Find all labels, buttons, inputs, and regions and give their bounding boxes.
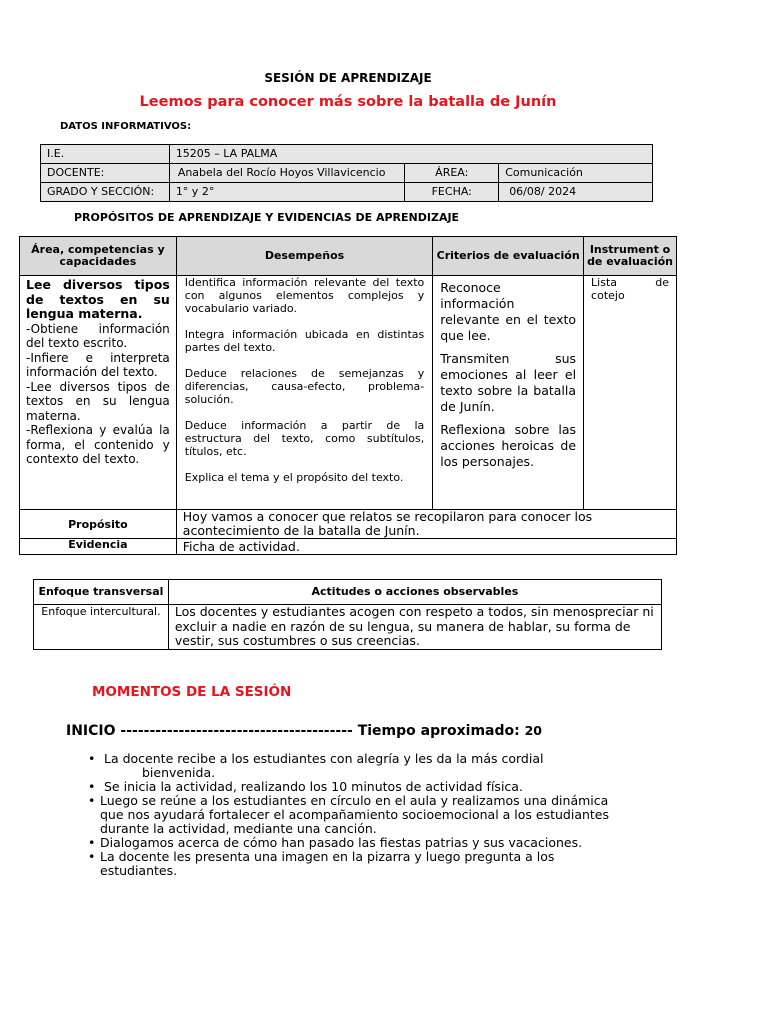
desempeno-item: Deduce información a partir de la estructura del texto, como subtítulos, títulos, etc. — [184, 419, 425, 458]
col-header-enfoque: Enfoque transversal — [34, 580, 169, 605]
grado-label: GRADO Y SECCIÓN: — [41, 183, 170, 202]
inicio-list — [88, 752, 628, 878]
table-row — [41, 183, 653, 202]
datos-informativos-label: DATOS INFORMATIVOS: — [60, 121, 192, 132]
capacidad-item: -Lee diversos tipos de textos en su lengua materna. — [26, 379, 170, 423]
capacidad-item: -Obtiene información del texto escrito. — [26, 321, 170, 350]
list-item — [88, 780, 628, 794]
col-header-actitudes: Actitudes o acciones observables — [168, 580, 661, 605]
capacidad-item: -Infiere e interpreta información del texto. — [26, 350, 170, 379]
table-row — [34, 605, 662, 650]
table-row — [41, 145, 653, 164]
page-title: SESIÓN DE APRENDIZAJE — [264, 71, 432, 85]
momentos-heading: MOMENTOS DE LA SESIÓN — [92, 684, 292, 700]
table-header-row — [34, 580, 662, 605]
table-row — [41, 164, 653, 183]
proposito-label: Propósito — [20, 510, 177, 539]
desempenos-cell — [176, 276, 432, 510]
criterios-cell — [433, 276, 584, 510]
desempeno-item: Integra información ubicada en distintas partes del texto. — [184, 328, 425, 354]
list-item-text: Se inicia la actividad, realizando los 10 minutos de actividad física. — [104, 779, 523, 794]
criterio-item: Reconoce información relevante en el texto que lee. — [440, 280, 577, 343]
area-value: Comunicación — [499, 164, 653, 183]
col-header-instrumento: Instrument o de evaluación — [584, 237, 677, 276]
propositos-heading: PROPÓSITOS DE APRENDIZAJE Y EVIDENCIAS DE APRENDIZAJE — [74, 211, 460, 224]
enfoque-value: Enfoque intercultural. — [34, 605, 169, 650]
table-row — [20, 539, 677, 555]
inicio-line — [66, 723, 542, 739]
col-header-area: Área, competencias y capacidades — [20, 237, 177, 276]
table-header-row — [20, 237, 677, 276]
competencias-cell — [20, 276, 177, 510]
list-item-continuation: bienvenida. — [142, 765, 216, 780]
desempeno-item: Identifica información relevante del texto con algunos elementos complejos y vocabulario variado. — [184, 276, 425, 315]
list-item — [88, 794, 628, 836]
evidencia-label: Evidencia — [20, 539, 177, 555]
list-item-text: La docente les presenta una imagen en la pizarra y luego pregunta a los estudiantes. — [100, 849, 555, 878]
capacidad-item: -Reflexiona y evalúa la forma, el contenido y contexto del texto. — [26, 423, 170, 466]
list-item — [88, 752, 628, 780]
list-item-text: La docente recibe a los estudiantes con alegría y les da la más cordial — [104, 751, 544, 766]
fecha-value: 06/08/ 2024 — [499, 183, 653, 202]
session-subtitle: Leemos para conocer más sobre la batalla de Junín — [139, 94, 557, 110]
col-header-desempenos: Desempeños — [176, 237, 432, 276]
table-row — [20, 510, 677, 539]
inicio-label: INICIO ---------------------------------------- Tiempo aproximado: — [66, 723, 520, 739]
instrumento-cell: Lista de cotejo — [584, 276, 677, 510]
actitudes-value: Los docentes y estudiantes acogen con respeto a todos, sin menospreciar ni excluir a nadie en razón de su lengua, su manera de hablar, su forma de vestir, sus costumbres o sus creencias. — [168, 605, 661, 650]
col-header-criterios: Criterios de evaluación — [433, 237, 584, 276]
criterio-item: Reflexiona sobre las acciones heroicas de los personajes. — [440, 422, 577, 469]
enfoque-table — [33, 579, 662, 650]
area-label: ÁREA: — [405, 164, 499, 183]
competencia-title: Lee diversos tipos de textos en su lengua materna. — [26, 277, 170, 321]
docente-label: DOCENTE: — [41, 164, 170, 183]
list-item — [88, 836, 628, 850]
proposito-text: Hoy vamos a conocer que relatos se recopilaron para conocer los acontecimiento de la batalla de Junín. — [176, 510, 676, 539]
list-item-text: Dialogamos acerca de cómo han pasado las fiestas patrias y sus vacaciones. — [100, 835, 583, 850]
docente-value: Anabela del Rocío Hoyos Villavicencio — [169, 164, 405, 183]
ie-value: 15205 – LA PALMA — [169, 145, 652, 164]
ie-label: I.E. — [41, 145, 170, 164]
desempeno-item: Explica el tema y el propósito del texto. — [184, 471, 404, 484]
table-row — [20, 276, 677, 510]
list-item-text: Luego se reúne a los estudiantes en círculo en el aula y realizamos una dinámica que nos ayudará fortalecer el acompañamiento socioemocional a los estudiantes durante la actividad, mediante una canción. — [100, 793, 610, 836]
criterio-item: Transmiten sus emociones al leer el texto sobre la batalla de Junín. — [440, 351, 577, 414]
list-item — [88, 850, 628, 878]
datos-informativos-table — [40, 144, 653, 202]
evidencia-text: Ficha de actividad. — [176, 539, 676, 555]
propositos-table — [19, 236, 677, 555]
desempeno-item: Deduce relaciones de semejanzas y diferencias, causa-efecto, problema-solución. — [184, 367, 425, 406]
inicio-time: 20 — [524, 723, 543, 738]
fecha-label: FECHA: — [405, 183, 499, 202]
grado-value: 1° y 2° — [169, 183, 405, 202]
